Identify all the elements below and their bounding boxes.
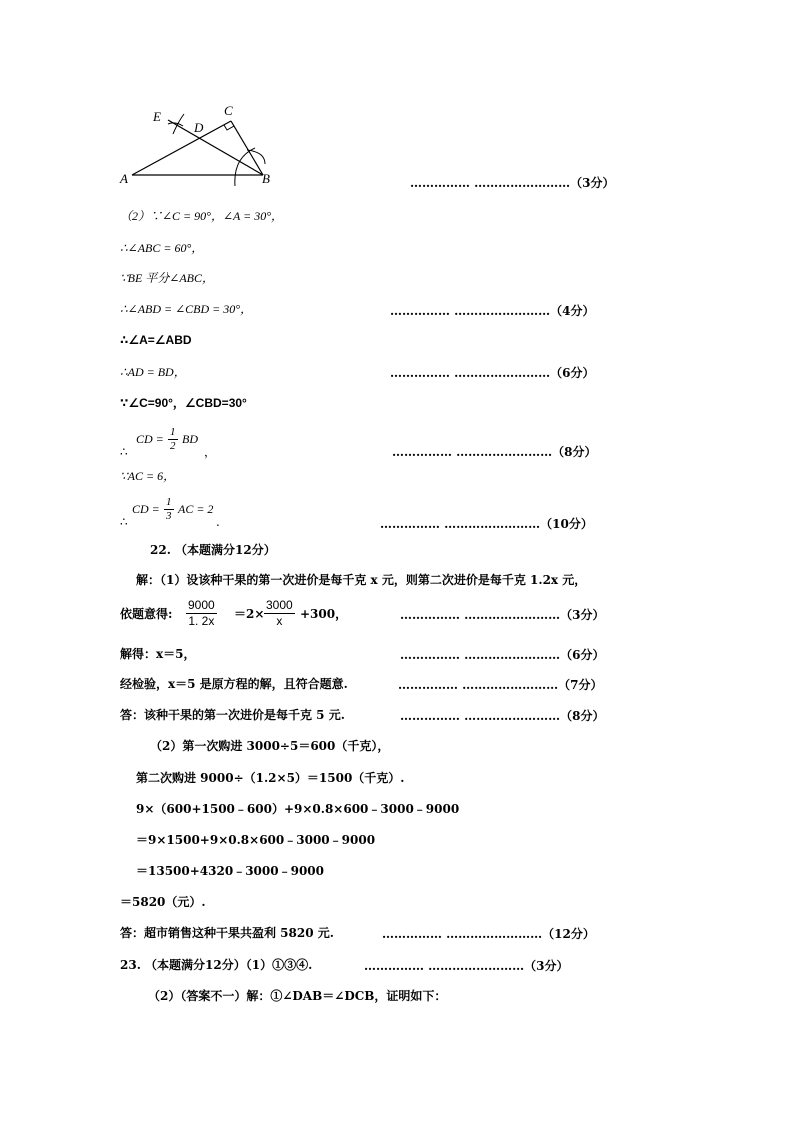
q22-score-6: …………… ……………………（6分）: [400, 648, 605, 662]
label-D: D: [194, 120, 204, 135]
equation-rhs: BD: [182, 432, 198, 446]
q22-score-3: …………… ……………………（3分）: [400, 608, 605, 622]
q22-line-4: 经检验，x＝5 是原方程的解，且符合题意.: [120, 677, 348, 691]
score-3: …………… ……………………（3分）: [410, 176, 615, 190]
fraction-denominator-2: 3: [166, 510, 172, 522]
q22-line-3: 解得：x＝5，: [120, 647, 196, 661]
q22-score-8: …………… ……………………（8分）: [400, 709, 605, 723]
equation-lhs-2: CD =: [132, 502, 160, 516]
line-2: （2）∵∠C = 90°，∠A = 30°，: [120, 209, 284, 223]
fraction-3000-over-x: [264, 598, 295, 629]
therefore-symbol-2: ∴: [120, 515, 128, 529]
q23-line-1: 23. （本题满分12分）（1）①③④.: [120, 958, 313, 972]
q22-line-11: ＝5820（元）.: [120, 895, 206, 909]
score-8: …………… ……………………（8分）: [392, 445, 597, 459]
score-6: …………… ……………………（6分）: [390, 366, 595, 380]
q22-line-1: 解：（1）设该种干果的第一次进价是每千克 x 元，则第二次进价是每千克 1.2x 元，: [136, 573, 587, 587]
arc-B: [235, 148, 255, 186]
line-8: ∵∠C=90°，∠CBD=30°: [120, 396, 247, 410]
label-B: B: [262, 171, 270, 186]
equation-period: .: [216, 515, 220, 529]
fraction-one-half: [168, 426, 178, 453]
line-4: ∵BE 平分∠ABC，: [120, 271, 215, 285]
fraction-one-third: [164, 496, 174, 523]
q22-line-8: 9×（600+1500﹣600）+9×0.8×600﹣3000﹣9000: [136, 802, 460, 816]
q22-line-9: ＝9×1500+9×0.8×600﹣3000﹣9000: [136, 833, 376, 847]
fraction-9000-over-1.2x: [186, 598, 217, 629]
q22-line-2-prefix: 依题意得:: [120, 607, 173, 621]
q22-line-6: （2）第一次购进 3000÷5＝600（千克），: [150, 739, 390, 753]
label-A: A: [120, 171, 128, 186]
equation-lhs: CD =: [136, 432, 164, 446]
fraction-denominator: 2: [170, 440, 176, 452]
triangle-figure: [115, 100, 275, 195]
line-7: ∴AD = BD，: [120, 365, 186, 379]
fraction-numerator-3000: 3000: [266, 598, 293, 612]
side-BC: [231, 121, 263, 175]
q22-line-5: 答：该种干果的第一次进价是每千克 5 元.: [120, 708, 345, 722]
q22-score-7: …………… ……………………（7分）: [398, 678, 603, 692]
fraction-numerator-2: 1: [166, 496, 172, 508]
fraction-numerator: 1: [170, 426, 176, 438]
therefore-symbol: ∴: [120, 445, 128, 459]
q23-score-3: …………… ……………………（3分）: [364, 959, 569, 973]
score-10: …………… ……………………（10分）: [380, 517, 593, 531]
equation-rhs-2: AC = 2: [178, 502, 214, 516]
line-6: ∴∠A=∠ABD: [120, 333, 192, 347]
right-angle-mark: [224, 125, 234, 130]
line-10: ∵AC = 6，: [120, 469, 176, 483]
label-C: C: [224, 103, 233, 118]
fraction-numerator-9000: 9000: [188, 598, 215, 612]
q22-line-10: ＝13500+4320﹣3000﹣9000: [136, 864, 324, 878]
q22-line-7: 第二次购进 9000÷（1.2×5）＝1500（千克）.: [136, 771, 405, 785]
q22-line-2-mid: ＝2×: [234, 607, 265, 621]
score-4: …………… ……………………（4分）: [390, 304, 595, 318]
line-3: ∴∠ABC = 60°，: [120, 241, 204, 255]
equation-comma: ，: [204, 445, 217, 459]
q22-score-12: …………… ……………………（12分）: [382, 927, 595, 941]
q22-title: 22. （本题满分12分）: [150, 543, 276, 557]
q23-line-2: （2）（答案不一）解：①∠DAB＝∠DCB，证明如下：: [148, 989, 447, 1003]
line-5: ∴∠ABD = ∠CBD = 30°，: [120, 302, 253, 316]
q22-line-12: 答：超市销售这种干果共盈利 5820 元.: [120, 926, 334, 940]
fraction-denominator-x: x: [276, 614, 283, 628]
label-E: E: [153, 109, 161, 124]
fraction-denominator-1.2x: 1. 2x: [188, 614, 215, 628]
q22-line-2-post: +300，: [300, 607, 348, 621]
